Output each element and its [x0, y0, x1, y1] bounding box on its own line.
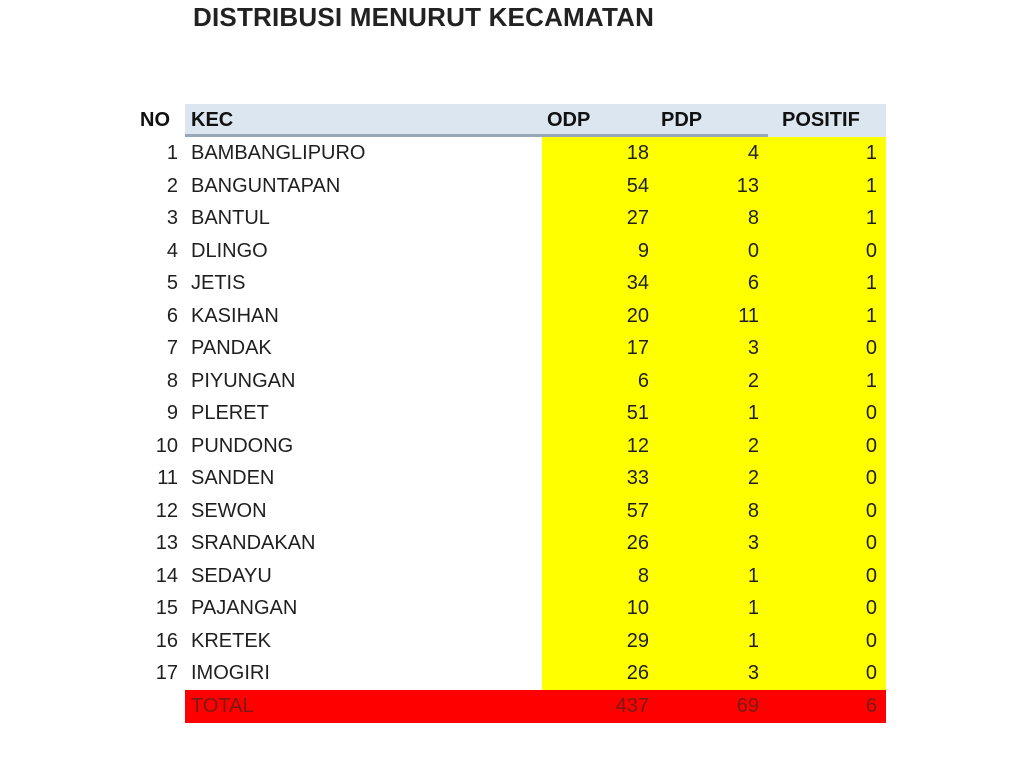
cell-kec: BANGUNTAPAN [191, 174, 341, 197]
cell-pdp: 3 [658, 527, 768, 560]
cell-kec: DLINGO [191, 239, 268, 262]
total-label: TOTAL [185, 690, 542, 723]
cell-pdp: 8 [658, 495, 768, 528]
cell-pdp: 2 [658, 430, 768, 463]
table-row [125, 430, 886, 463]
cell-odp: 54 [542, 170, 658, 203]
cell-odp: 26 [542, 657, 658, 690]
cell-positif: 0 [768, 527, 886, 560]
table-body [125, 137, 886, 690]
cell-positif: 0 [768, 625, 886, 658]
cell-odp: 33 [542, 462, 658, 495]
column-header-pdp: PDP [658, 104, 768, 137]
table-header-row [125, 104, 886, 137]
cell-odp: 12 [542, 430, 658, 463]
cell-pdp: 3 [658, 332, 768, 365]
cell-no: 13 [155, 532, 178, 554]
cell-kec: SEWON [191, 499, 267, 522]
cell-odp: 9 [542, 235, 658, 268]
cell-pdp: 8 [658, 202, 768, 235]
table-row [125, 560, 886, 593]
distribution-table [125, 104, 886, 723]
cell-no: 16 [155, 629, 178, 652]
cell-no: 5 [166, 272, 178, 294]
cell-positif: 0 [768, 332, 886, 365]
cell-kec: PLERET [191, 402, 269, 424]
column-header-kec: KEC [185, 104, 542, 137]
cell-pdp: 0 [658, 235, 768, 268]
cell-no: 8 [166, 369, 178, 392]
cell-no: 4 [166, 239, 178, 262]
total-no-cell [125, 690, 185, 723]
cell-pdp: 2 [658, 462, 768, 495]
cell-no: 15 [155, 597, 178, 619]
cell-no: 9 [166, 402, 178, 424]
cell-pdp: 1 [658, 397, 768, 430]
cell-odp: 34 [542, 267, 658, 300]
cell-positif: 0 [768, 397, 886, 430]
cell-no: 14 [155, 564, 178, 587]
cell-positif: 0 [768, 462, 886, 495]
cell-kec: BAMBANGLIPURO [191, 142, 366, 164]
cell-positif: 0 [768, 560, 886, 593]
column-header-no: NO [140, 109, 170, 131]
total-pdp-value: 69 [658, 690, 768, 723]
table-row [125, 625, 886, 658]
cell-odp: 8 [542, 560, 658, 593]
cell-kec: KASIHAN [191, 304, 279, 327]
cell-positif: 0 [768, 592, 886, 625]
table-row [125, 527, 886, 560]
cell-pdp: 13 [658, 170, 768, 203]
cell-no: 11 [157, 467, 178, 489]
cell-positif: 1 [768, 137, 886, 170]
cell-kec: PANDAK [191, 337, 272, 359]
cell-no: 12 [155, 499, 178, 522]
column-header-odp: ODP [542, 104, 658, 137]
cell-odp: 57 [542, 495, 658, 528]
cell-odp: 26 [542, 527, 658, 560]
total-positif-value: 6 [768, 690, 886, 723]
table-row [125, 267, 886, 300]
cell-positif: 1 [768, 267, 886, 300]
cell-pdp: 6 [658, 267, 768, 300]
cell-no: 10 [155, 434, 178, 457]
cell-odp: 6 [542, 365, 658, 398]
cell-odp: 27 [542, 202, 658, 235]
cell-positif: 0 [768, 657, 886, 690]
cell-odp: 18 [542, 137, 658, 170]
cell-kec: KRETEK [191, 629, 272, 652]
cell-pdp: 1 [658, 592, 768, 625]
table-row [125, 137, 886, 170]
cell-kec: IMOGIRI [191, 662, 270, 684]
cell-positif: 1 [768, 202, 886, 235]
cell-pdp: 11 [658, 300, 768, 333]
cell-no: 17 [155, 662, 178, 684]
cell-no: 2 [166, 174, 178, 197]
cell-pdp: 3 [658, 657, 768, 690]
cell-kec: SEDAYU [191, 564, 272, 587]
cell-odp: 10 [542, 592, 658, 625]
table-row [125, 462, 886, 495]
cell-odp: 20 [542, 300, 658, 333]
table-row [125, 235, 886, 268]
cell-positif: 1 [768, 170, 886, 203]
cell-pdp: 1 [658, 625, 768, 658]
table-row [125, 657, 886, 690]
cell-no: 7 [166, 337, 178, 359]
cell-positif: 0 [768, 495, 886, 528]
cell-no: 3 [166, 207, 178, 229]
cell-odp: 51 [542, 397, 658, 430]
table-row [125, 592, 886, 625]
table-row [125, 300, 886, 333]
cell-kec: SRANDAKAN [191, 532, 316, 554]
cell-no: 1 [166, 142, 178, 164]
table-row [125, 495, 886, 528]
total-odp-value: 437 [542, 690, 658, 723]
table-row [125, 202, 886, 235]
cell-no: 6 [166, 304, 178, 327]
cell-positif: 1 [768, 365, 886, 398]
cell-pdp: 2 [658, 365, 768, 398]
cell-positif: 1 [768, 300, 886, 333]
cell-kec: PIYUNGAN [191, 369, 296, 392]
cell-kec: BANTUL [191, 207, 270, 229]
cell-kec: JETIS [191, 272, 246, 294]
cell-kec: PUNDONG [191, 434, 294, 457]
cell-kec: PAJANGAN [191, 597, 298, 619]
column-header-positif: POSITIF [768, 104, 886, 137]
cell-odp: 29 [542, 625, 658, 658]
cell-pdp: 4 [658, 137, 768, 170]
page-title: DISTRIBUSI MENURUT KECAMATAN [193, 2, 655, 32]
cell-kec: SANDEN [191, 467, 275, 489]
table-row [125, 332, 886, 365]
total-row [125, 690, 886, 723]
table-row [125, 365, 886, 398]
cell-positif: 0 [768, 235, 886, 268]
table-row [125, 397, 886, 430]
cell-positif: 0 [768, 430, 886, 463]
cell-pdp: 1 [658, 560, 768, 593]
table-row [125, 170, 886, 203]
cell-odp: 17 [542, 332, 658, 365]
